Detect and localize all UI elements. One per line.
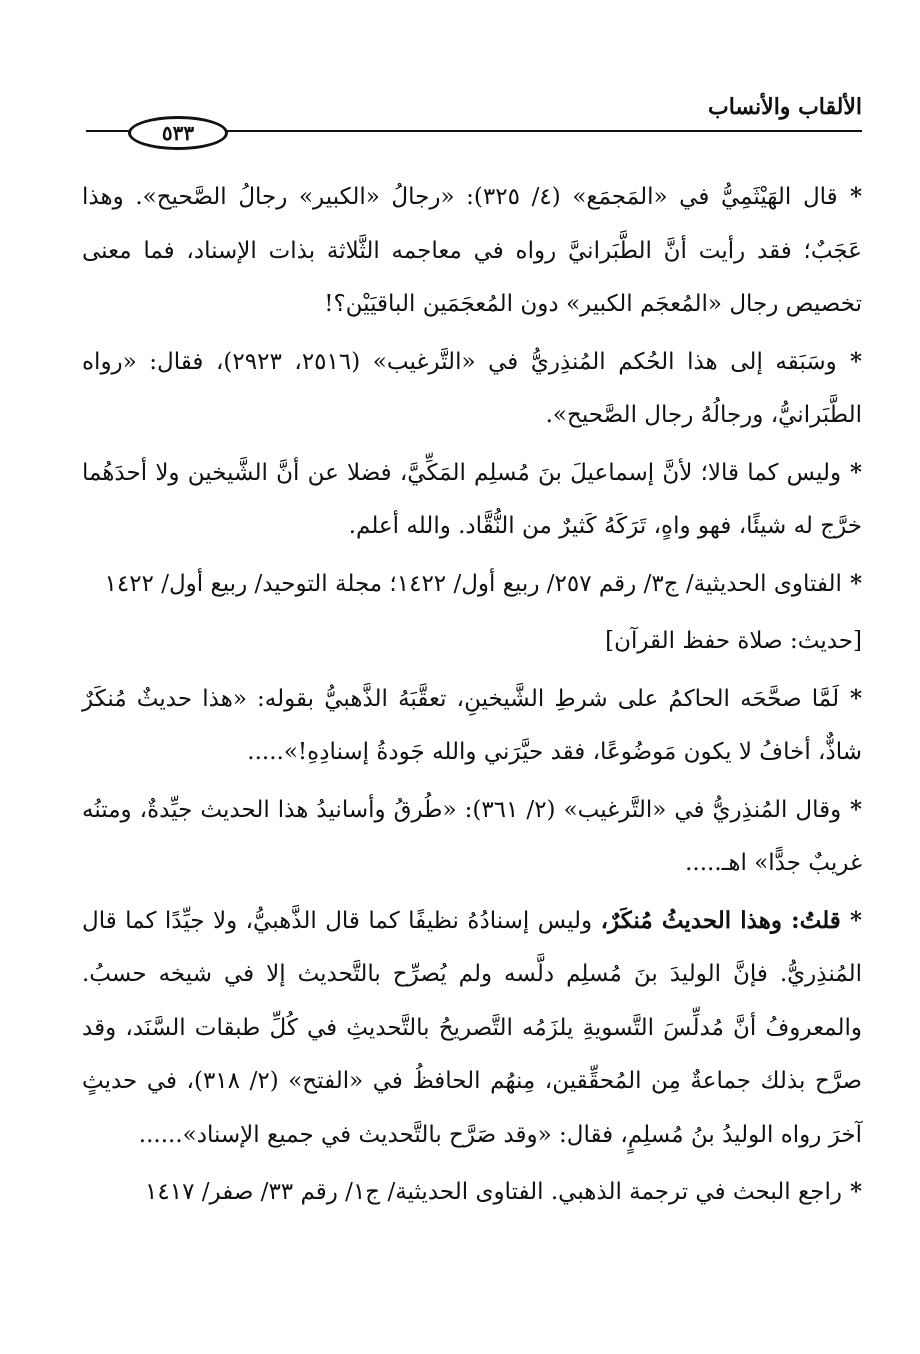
paragraph-lead: * (841, 1178, 862, 1205)
body-text (82, 170, 862, 1223)
paragraph-text: قال الهَيْثَمِيُّ في «المَجمَع» (٤/ ٣٢٥): «رجالُ «الكبير» رجالُ الصَّحيح». وهذا عَجَبٌ؛ فقد رأيت أنَّ الطَّبَرانيَّ رواه في معاجمه الثَّلاثة بذات الإسناد، فما معنى تخصيص رجال «المُعجَم الكبير» دون المُعجَمَين الباقيَيْن؟! (82, 184, 862, 317)
paragraph-text: وسَبَقه إلى هذا الحُكم المُنذِريُّ في «التَّرغيب» (٢٥١٦، ٢٩٢٣)، فقال: «رواه الطَّبَرانيُّ، ورجالُهُ رجال الصَّحيح». (82, 348, 862, 428)
paragraph-lead: * (836, 347, 863, 375)
paragraph-lead: * قلتُ: وهذا الحديثُ مُنكَرٌ، (600, 906, 862, 934)
paragraph-9 (82, 1165, 862, 1220)
running-title: الألقاب والأنساب (707, 94, 862, 120)
paragraph-text: وليس إسنادُهُ نظيفًا كما قال الذَّهبيُّ، ولا جيِّدًا كما قال المُنذِريُّ. فإنَّ الوليدَ بنَ مُسلِم دلَّسه ولم يُصرِّح بالتَّحديث إلا في شيخه حسبُ. والمعروفُ أنَّ مُدلِّسَ التَّسويةِ يلزَمُه التَّصريحُ بالتَّحديثِ في كُلِّ طبقات السَّنَد، وقد صرَّح بذلك جماعةٌ مِن المُحقِّقين، مِنهُم الحافظُ في «الفتح» (٢/ ٣١٨)، في حديثٍ آخرَ رواه الوليدُ بنُ مُسلِمٍ، فقال: «وقد صَرَّح بالتَّحديث في جميع الإسناد»...... (82, 907, 863, 1148)
paragraph-text: وليس كما قالا؛ لأنَّ إسماعيلَ بنَ مُسلِم المَكِّيَّ، فضلا عن أنَّ الشَّيخين ولا أحدَهُما خرَّج له شيئًا، فهو واهٍ، تَرَكَهُ كَثيرٌ من النُّقَّاد. والله أعلم. (82, 459, 862, 539)
page-number: ٥٣٣ (128, 116, 228, 150)
paragraph-text: وقال المُنذِريُّ في «التَّرغيب» (٢/ ٣٦١): «طُرقُ وأسانيدُ هذا الحديث جيِّدةٌ، ومتنُه غريبٌ جدًّا» اهـ..... (82, 796, 862, 876)
paragraph-lead: * (841, 795, 863, 823)
paragraph-text: لَمَّا صحَّحَه الحاكمُ على شرطِ الشَّيخينِ، تعقَّبَهُ الذَّهبيُّ بقوله: «هذا حديثٌ مُنكَرٌ شاذٌّ، أخافُ لا يكون مَوضُوعًا، فقد حيَّرَني والله جَودةُ إسنادِهِ!»..... (82, 685, 862, 765)
paragraph-6 (82, 672, 862, 780)
paragraph-2 (82, 335, 862, 443)
paragraph-4 (82, 557, 862, 612)
paragraph-8 (82, 894, 862, 1163)
section-heading (82, 614, 862, 669)
paragraph-7 (82, 783, 862, 891)
paragraph-text: راجع البحث في ترجمة الذهبي. الفتاوى الحديثية/ ج١/ رقم ٣٣/ صفر/ ١٤١٧ (145, 1179, 842, 1205)
paragraph-lead: * (841, 569, 862, 597)
heading-text: [حديث: صلاة حفظ القرآن] (605, 628, 862, 654)
paragraph-3 (82, 446, 862, 554)
paragraph-1 (82, 170, 862, 332)
paragraph-lead: * (839, 684, 862, 712)
paragraph-lead: * (837, 183, 863, 210)
paragraph-lead: * (841, 458, 862, 486)
paragraph-text: الفتاوى الحديثية/ ج٣/ رقم ٢٥٧/ ربيع أول/ ١٤٢٢؛ مجلة التوحيد/ ربيع أول/ ١٤٢٢ (104, 570, 842, 597)
